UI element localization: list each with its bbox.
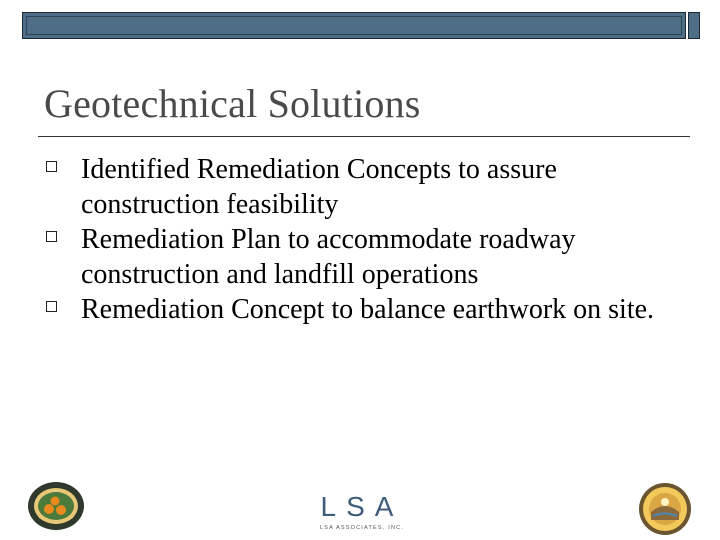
bullet-text: Identified Remediation Concepts to assure construction feasibility	[81, 154, 557, 220]
hollow-square-bullet-icon	[46, 231, 57, 242]
hollow-square-bullet-icon	[46, 161, 57, 172]
header-corner-square	[688, 12, 700, 39]
slide-title: Geotechnical Solutions	[44, 81, 421, 126]
lsa-logo-text: LSA	[320, 491, 404, 522]
county-of-orange-seal-logo	[27, 481, 85, 531]
hollow-square-bullet-icon	[46, 301, 57, 312]
header-bar-inner	[26, 16, 682, 35]
title-divider	[38, 136, 690, 137]
bullet-text: Remediation Plan to accommodate roadway construction and landfill operations	[81, 224, 576, 290]
bullet-item	[46, 292, 686, 327]
bullet-list	[46, 152, 686, 327]
bullet-text: Remediation Concept to balance earthwork on site.	[81, 294, 655, 325]
bullet-item	[46, 222, 686, 292]
lsa-logo-subtext: LSA ASSOCIATES, INC.	[319, 525, 405, 531]
city-of-san-clemente-seal-logo	[636, 482, 694, 536]
bullet-item	[46, 152, 686, 222]
header-bar	[22, 12, 686, 39]
lsa-logo	[318, 488, 406, 532]
